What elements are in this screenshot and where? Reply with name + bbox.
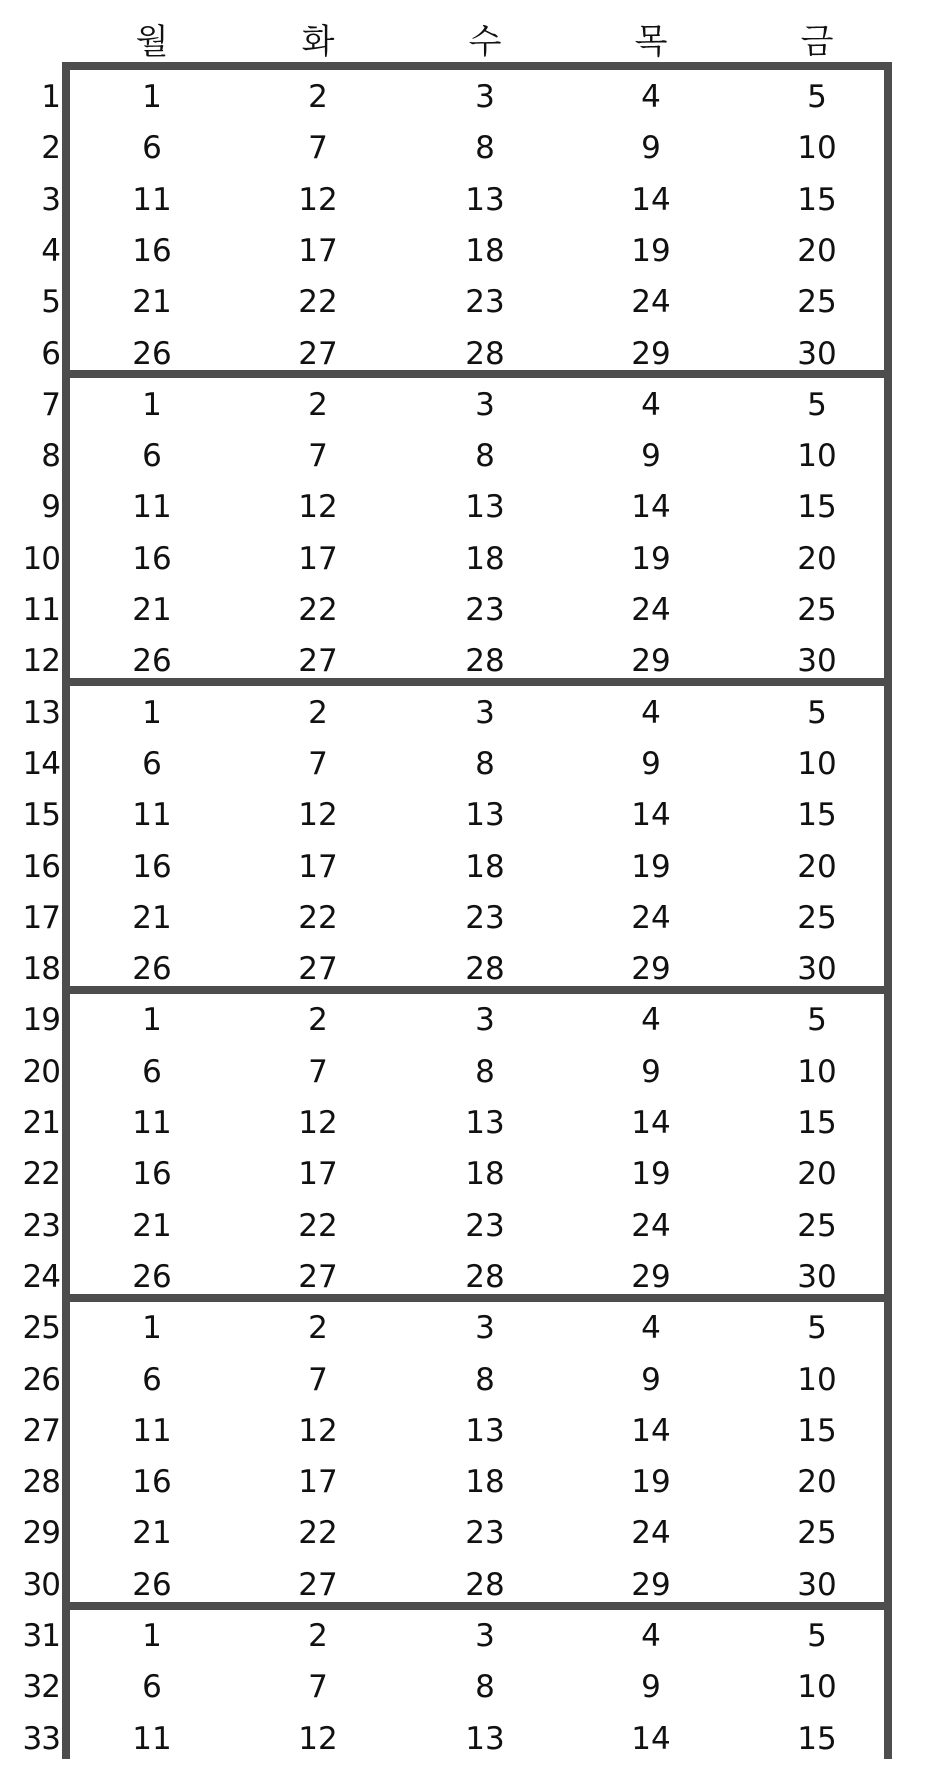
day-cell: 14 [631, 1105, 671, 1141]
weekday-header: 월 [135, 22, 169, 62]
row-number: 15 [22, 797, 60, 834]
day-cell: 7 [308, 1669, 328, 1706]
day-cell: 16 [132, 1464, 172, 1501]
day-cell: 10 [797, 745, 837, 782]
day-cell: 19 [631, 540, 671, 577]
day-cell: 11 [132, 797, 172, 834]
day-cell: 24 [631, 284, 671, 321]
day-cell: 22 [298, 1515, 338, 1552]
day-cell: 14 [631, 1412, 671, 1449]
day-cell: 5 [807, 694, 827, 731]
day-cell: 8 [475, 130, 495, 167]
day-cell: 21 [132, 1207, 172, 1244]
day-cell: 5 [807, 1002, 827, 1039]
day-cell: 7 [308, 130, 328, 167]
day-cell: 15 [797, 1412, 837, 1449]
day-cell: 4 [641, 1618, 661, 1654]
day-cell: 29 [631, 1258, 671, 1295]
row-number: 20 [22, 1053, 60, 1090]
row-number: 19 [22, 1002, 60, 1039]
day-cell: 26 [132, 1566, 172, 1603]
day-cell: 26 [132, 951, 172, 988]
day-cell: 25 [797, 899, 837, 936]
day-cell: 8 [475, 745, 495, 782]
day-cell: 15 [797, 181, 837, 218]
day-cell: 9 [641, 1361, 661, 1398]
day-cell: 23 [465, 899, 505, 936]
day-cell: 20 [797, 540, 837, 577]
day-cell: 11 [132, 1105, 172, 1141]
row-number: 5 [41, 284, 60, 321]
day-cell: 4 [641, 1310, 661, 1347]
day-cell: 8 [475, 438, 495, 475]
day-cell: 25 [797, 284, 837, 321]
day-cell: 28 [465, 951, 505, 988]
day-cell: 9 [641, 130, 661, 167]
day-cell: 19 [631, 1156, 671, 1193]
day-cell: 30 [797, 335, 837, 372]
day-cell: 16 [132, 1156, 172, 1193]
weekday-header: 목 [634, 22, 668, 62]
day-cell: 10 [797, 1361, 837, 1398]
day-cell: 3 [475, 1310, 495, 1347]
row-number: 1 [41, 79, 60, 115]
day-cell: 10 [797, 1669, 837, 1706]
day-cell: 8 [475, 1053, 495, 1090]
row-number: 17 [22, 899, 60, 936]
row-number: 26 [22, 1361, 60, 1398]
day-cell: 20 [797, 848, 837, 885]
day-cell: 26 [132, 335, 172, 372]
day-cell: 18 [465, 848, 505, 885]
day-cell: 27 [298, 643, 338, 680]
day-cell: 17 [298, 1464, 338, 1501]
day-cell: 24 [631, 592, 671, 628]
day-cell: 12 [298, 489, 338, 526]
day-cell: 28 [465, 335, 505, 372]
day-cell: 13 [465, 489, 505, 526]
row-number: 31 [22, 1618, 60, 1654]
day-cell: 11 [132, 489, 172, 526]
day-cell: 4 [641, 386, 661, 423]
day-cell: 27 [298, 951, 338, 988]
day-cell: 12 [298, 1720, 338, 1757]
day-cell: 27 [298, 335, 338, 372]
day-cell: 11 [132, 181, 172, 218]
day-cell: 2 [308, 1618, 328, 1654]
day-cell: 13 [465, 181, 505, 218]
day-cell: 25 [797, 592, 837, 628]
day-cell: 4 [641, 79, 661, 115]
day-cell: 6 [142, 438, 162, 475]
day-cell: 9 [641, 1669, 661, 1706]
day-cell: 18 [465, 1464, 505, 1501]
day-cell: 1 [142, 386, 162, 423]
day-cell: 6 [142, 130, 162, 167]
row-number: 9 [41, 489, 60, 526]
day-cell: 9 [641, 745, 661, 782]
day-cell: 10 [797, 438, 837, 475]
day-cell: 30 [797, 951, 837, 988]
row-number: 24 [22, 1258, 60, 1295]
day-cell: 11 [132, 1720, 172, 1757]
day-cell: 23 [465, 1515, 505, 1552]
day-cell: 14 [631, 797, 671, 834]
day-cell: 20 [797, 1156, 837, 1193]
day-cell: 17 [298, 540, 338, 577]
day-cell: 19 [631, 1464, 671, 1501]
row-number: 14 [22, 745, 60, 782]
day-cell: 8 [475, 1669, 495, 1706]
row-number: 16 [22, 848, 60, 885]
day-cell: 21 [132, 1515, 172, 1552]
day-cell: 19 [631, 848, 671, 885]
day-cell: 24 [631, 899, 671, 936]
day-cell: 20 [797, 232, 837, 269]
row-number: 4 [41, 232, 60, 269]
row-number: 25 [22, 1310, 60, 1347]
row-number: 7 [41, 386, 60, 423]
day-cell: 12 [298, 1105, 338, 1141]
row-number: 13 [22, 694, 60, 731]
day-cell: 28 [465, 1566, 505, 1603]
day-cell: 23 [465, 284, 505, 321]
day-cell: 30 [797, 643, 837, 680]
day-cell: 7 [308, 1361, 328, 1398]
day-cell: 30 [797, 1258, 837, 1295]
day-cell: 2 [308, 386, 328, 423]
row-number: 11 [22, 592, 60, 628]
row-number: 8 [41, 438, 60, 475]
row-number: 28 [22, 1464, 60, 1501]
day-cell: 24 [631, 1515, 671, 1552]
day-cell: 5 [807, 386, 827, 423]
day-cell: 14 [631, 181, 671, 218]
day-cell: 2 [308, 1002, 328, 1039]
day-cell: 22 [298, 592, 338, 628]
day-cell: 6 [142, 1669, 162, 1706]
day-cell: 4 [641, 694, 661, 731]
day-cell: 18 [465, 1156, 505, 1193]
day-cell: 10 [797, 130, 837, 167]
day-cell: 16 [132, 540, 172, 577]
day-cell: 9 [641, 438, 661, 475]
day-cell: 29 [631, 951, 671, 988]
day-cell: 23 [465, 592, 505, 628]
day-cell: 14 [631, 1720, 671, 1757]
day-cell: 27 [298, 1258, 338, 1295]
day-cell: 12 [298, 1412, 338, 1449]
day-cell: 22 [298, 1207, 338, 1244]
day-cell: 15 [797, 797, 837, 834]
row-number: 2 [41, 130, 60, 167]
day-cell: 26 [132, 643, 172, 680]
day-cell: 12 [298, 181, 338, 218]
day-cell: 17 [298, 848, 338, 885]
row-number: 10 [22, 540, 60, 577]
day-cell: 12 [298, 797, 338, 834]
day-cell: 15 [797, 1720, 837, 1757]
day-cell: 1 [142, 1310, 162, 1347]
day-cell: 22 [298, 284, 338, 321]
weekday-header: 화 [301, 22, 335, 62]
day-cell: 17 [298, 232, 338, 269]
day-cell: 29 [631, 643, 671, 680]
day-cell: 5 [807, 79, 827, 115]
day-cell: 27 [298, 1566, 338, 1603]
day-cell: 21 [132, 284, 172, 321]
day-cell: 25 [797, 1207, 837, 1244]
row-number: 30 [22, 1566, 60, 1603]
day-cell: 15 [797, 1105, 837, 1141]
day-cell: 3 [475, 694, 495, 731]
row-number: 6 [41, 335, 60, 372]
day-cell: 25 [797, 1515, 837, 1552]
day-cell: 24 [631, 1207, 671, 1244]
day-cell: 6 [142, 745, 162, 782]
row-number: 22 [22, 1156, 60, 1193]
day-cell: 9 [641, 1053, 661, 1090]
day-cell: 13 [465, 1412, 505, 1449]
day-cell: 21 [132, 899, 172, 936]
day-cell: 1 [142, 1002, 162, 1039]
day-cell: 22 [298, 899, 338, 936]
day-cell: 2 [308, 1310, 328, 1347]
day-cell: 18 [465, 232, 505, 269]
day-cell: 2 [308, 79, 328, 115]
day-cell: 18 [465, 540, 505, 577]
day-cell: 30 [797, 1566, 837, 1603]
day-cell: 29 [631, 1566, 671, 1603]
row-number: 33 [22, 1720, 60, 1757]
day-cell: 20 [797, 1464, 837, 1501]
row-number: 3 [41, 181, 60, 218]
day-cell: 5 [807, 1310, 827, 1347]
day-cell: 7 [308, 745, 328, 782]
day-cell: 11 [132, 1412, 172, 1449]
row-number: 23 [22, 1207, 60, 1244]
weekday-header: 수 [468, 22, 502, 62]
day-cell: 7 [308, 438, 328, 475]
day-cell: 3 [475, 79, 495, 115]
row-number: 21 [22, 1105, 60, 1141]
day-cell: 1 [142, 694, 162, 731]
day-cell: 2 [308, 694, 328, 731]
day-cell: 3 [475, 1002, 495, 1039]
day-cell: 1 [142, 79, 162, 115]
weekday-header: 금 [800, 22, 834, 62]
day-cell: 3 [475, 1618, 495, 1654]
day-cell: 23 [465, 1207, 505, 1244]
row-number: 29 [22, 1515, 60, 1552]
day-cell: 13 [465, 1105, 505, 1141]
day-cell: 28 [465, 1258, 505, 1295]
day-cell: 10 [797, 1053, 837, 1090]
day-cell: 16 [132, 848, 172, 885]
day-cell: 7 [308, 1053, 328, 1090]
day-cell: 6 [142, 1361, 162, 1398]
day-cell: 1 [142, 1618, 162, 1654]
row-number: 12 [22, 643, 60, 680]
day-cell: 15 [797, 489, 837, 526]
day-cell: 13 [465, 1720, 505, 1757]
row-number: 27 [22, 1412, 60, 1449]
day-cell: 8 [475, 1361, 495, 1398]
day-cell: 29 [631, 335, 671, 372]
day-cell: 14 [631, 489, 671, 526]
row-number: 32 [22, 1669, 60, 1706]
day-cell: 21 [132, 592, 172, 628]
day-cell: 19 [631, 232, 671, 269]
day-cell: 17 [298, 1156, 338, 1193]
day-cell: 5 [807, 1618, 827, 1654]
day-cell: 3 [475, 386, 495, 423]
row-number: 18 [22, 951, 60, 988]
day-cell: 28 [465, 643, 505, 680]
day-cell: 6 [142, 1053, 162, 1090]
day-cell: 4 [641, 1002, 661, 1039]
day-cell: 16 [132, 232, 172, 269]
day-cell: 13 [465, 797, 505, 834]
day-cell: 26 [132, 1258, 172, 1295]
